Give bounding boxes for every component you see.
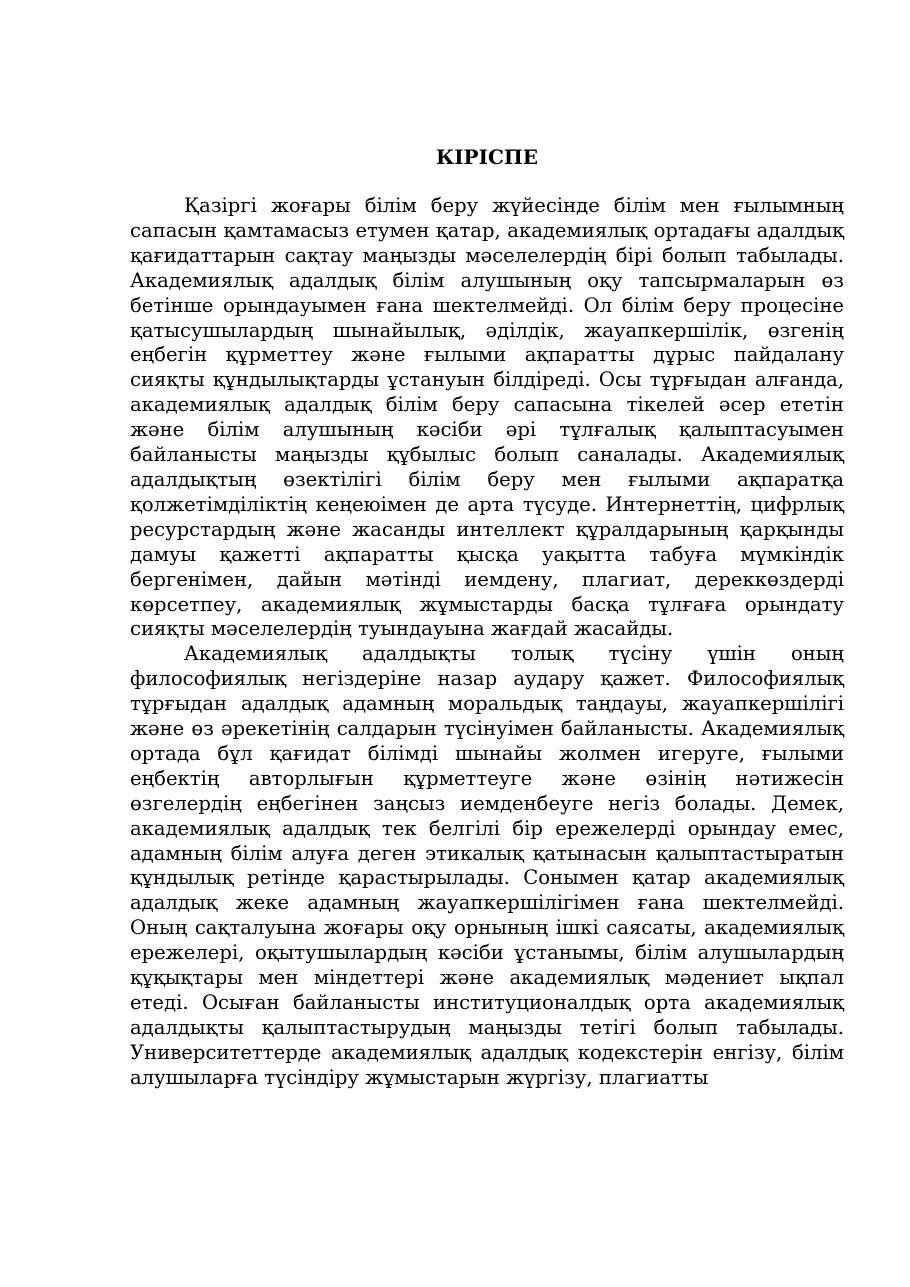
paragraph-2: Академиялық адалдықты толық түсіну үшін оның философиялық негіздеріне назар аудару қажет. Философиялық тұрғыдан адалдық адамның моральдық таңдауы, жауапкершілігі және өз әрекетінің салдарын түсінуімен байланысты. Академиялық ортада бұл қағидат білімді шынайы жолмен игеруге, ғылыми еңбектің авторлығын құрметтеуге және өзінің нәтижесін өзгелердің еңбегінен заңсыз иемденбеуге негіз болады. Демек, академиялық адалдық тек белгілі бір ережелерді орындау емес, адамның білім алуға деген этикалық қатынасын қалыптастыратын құндылық ретінде қарастырылады. Сонымен қатар академиялық адалдық жеке адамның жауапкершілігімен ғана шектелмейді. Оның сақталуына жоғары оқу орнының ішкі саясаты, академиялық ережелері, оқытушылардың кәсіби ұстанымы, білім алушылардың құқықтары мен міндеттері және академиялық мәдениет ықпал етеді. Осыған байланысты институционалдық орта академиялық адалдықты қалыптастырудың маңызды тетігі болып табылады. Университеттерде академиялық адалдық кодекстерін енгізу, білім алушыларға түсіндіру жұмыстарын жүргізу, плагиатты — [130, 642, 844, 1089]
paragraph-1: Қазіргі жоғары білім беру жүйесінде білім мен ғылымның сапасын қамтамасыз етумен қатар, академиялық ортадағы адалдық қағидаттарын сақтау маңызды мәселелердің бірі болып табылады. Академиялық адалдық білім алушының оқу тапсырмаларын өз бетінше орындауымен ғана шектелмейді. Ол білім беру процесіне қатысушылардың шынайылық, әділдік, жауапкершілік, өзгенің еңбегін құрметтеу және ғылыми ақпаратты дұрыс пайдалану сияқты құндылықтарды ұстануын білдіреді. Осы тұрғыдан алғанда, академиялық адалдық білім беру сапасына тікелей әсер ететін және білім алушының кәсіби әрі тұлғалық қалыптасуымен байланысты маңызды құбылыс болып саналады. Академиялық адалдықтың өзектілігі білім беру мен ғылыми ақпаратқа қолжетімділіктің кеңеюімен де арта түсуде. Интернеттің, цифрлық ресурстардың және жасанды интеллект құралдарының қарқынды дамуы қажетті ақпаратты қысқа уақытта табуға мүмкіндік бергенімен, дайын мәтінді иемдену, плагиат, дереккөздерді көрсетпеу, академиялық жұмыстарды басқа тұлғаға орындату сияқты мәселелердің туындауына жағдай жасайды. — [130, 194, 844, 641]
body-text — [130, 194, 844, 1091]
page-title: КІРІСПЕ — [436, 145, 538, 169]
